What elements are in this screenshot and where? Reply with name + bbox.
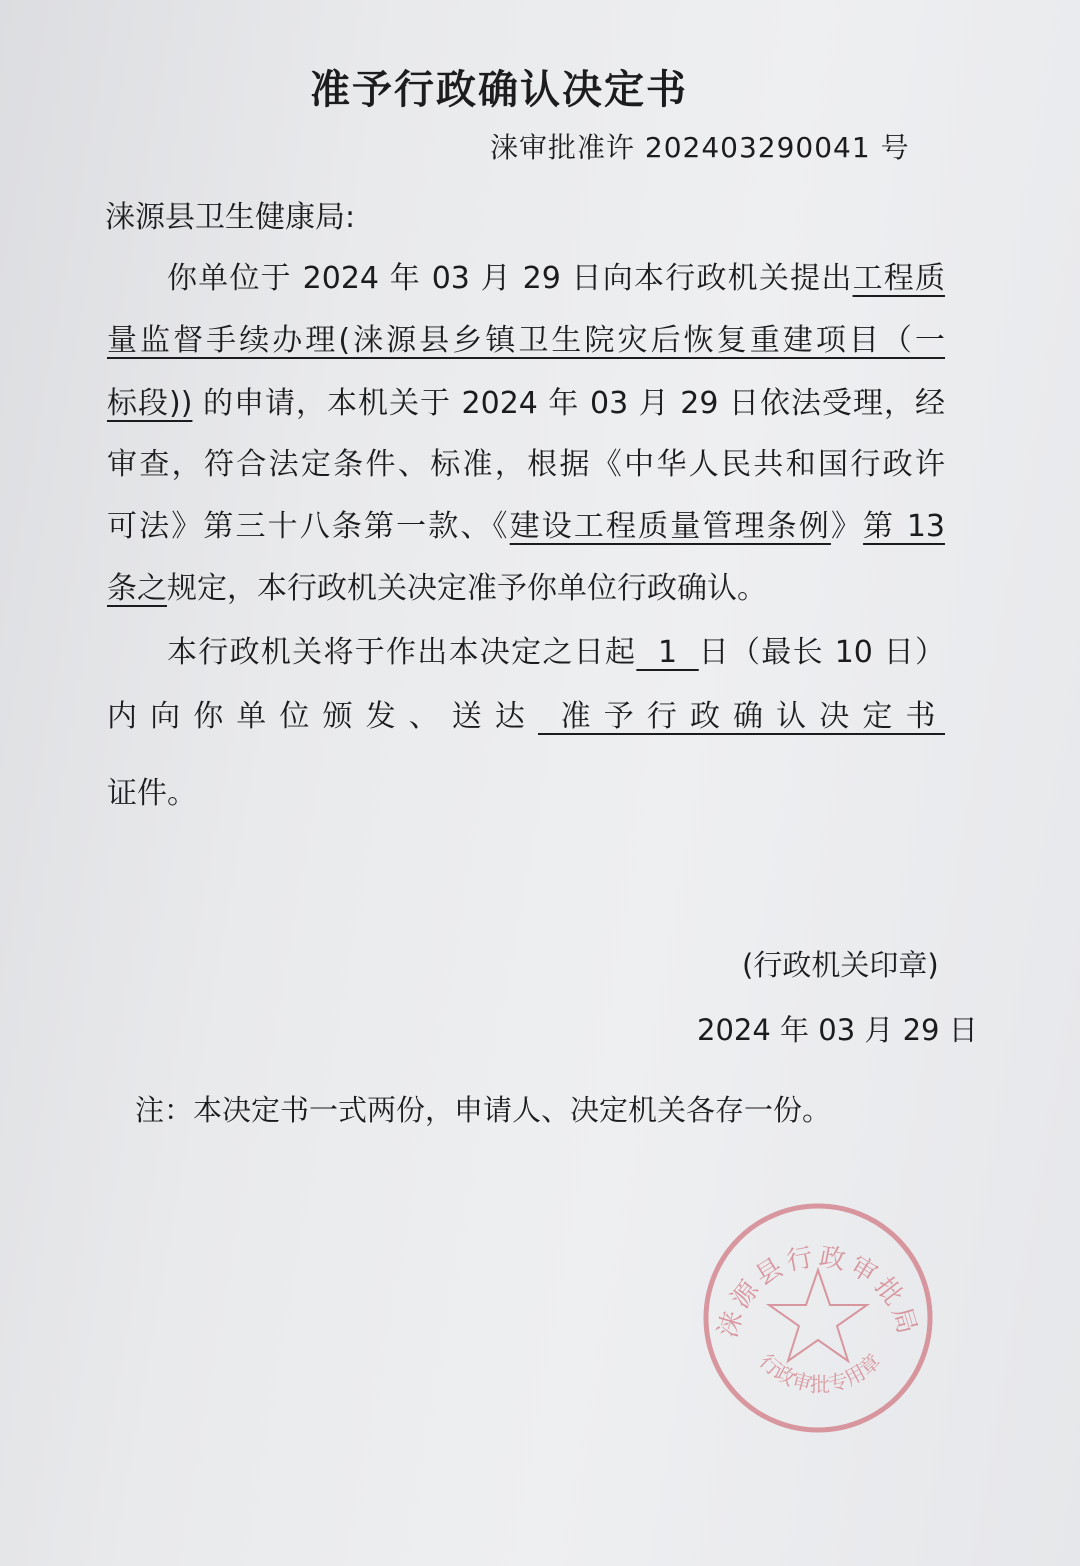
seal-top-text: 涞源县行政审批局	[713, 1242, 923, 1342]
body-line	[107, 258, 945, 300]
signature-date: 2024 年 03 月 29 日	[697, 1013, 978, 1047]
body-text: 本行政机关将于作出本决定之日起	[167, 635, 637, 670]
body-line	[107, 506, 945, 548]
body-text: 你单位于 2024 年 03 月 29 日向本行政机关提出	[167, 261, 853, 296]
seal-label: (行政机关印章)	[742, 948, 939, 982]
underlined-text: 准 予 行 政 确 认 决 定 书	[538, 699, 945, 734]
document-number: 涞审批准许 202403290041 号	[490, 131, 910, 164]
body-text: 审查，符合法定条件、标准，根据《中华人民共和国行政许	[107, 447, 945, 482]
svg-text:涞源县行政审批局	[713, 1242, 923, 1341]
body-text: 可法》第三十八条第一款、《	[107, 509, 510, 544]
body-line	[107, 696, 945, 738]
svg-text:行政审批专用章	[755, 1349, 886, 1396]
underlined-text: 条之	[107, 571, 167, 606]
body-line	[107, 632, 945, 674]
underlined-text: 1	[636, 635, 699, 670]
body-line	[107, 444, 945, 486]
body-line	[107, 568, 945, 610]
underlined-text: 第 13	[863, 509, 946, 544]
body-line	[107, 773, 945, 815]
underlined-text: 建设工程质量管理条例	[509, 509, 831, 544]
body-text: 证件。	[107, 776, 197, 811]
underlined-text: 量监督手续办理(涞源县乡镇卫生院灾后恢复重建项目（一	[107, 323, 945, 358]
body-text: 的申请，本机关于 2024 年 03 月 29 日依法受理，经	[192, 386, 945, 421]
underlined-text: 工程质	[852, 261, 946, 296]
body-text: 日（最长 10 日）	[698, 635, 946, 670]
addressee: 涞源县卫生健康局:	[105, 200, 356, 235]
body-text: 》	[830, 509, 864, 544]
body-text: 规定，本行政机关决定准予你单位行政确认。	[167, 571, 767, 606]
body-line	[107, 320, 945, 362]
document-title: 准予行政确认决定书	[310, 67, 688, 113]
official-seal-stamp	[700, 1200, 936, 1436]
underlined-text: 标段))	[107, 386, 193, 421]
seal-bottom-text: 行政审批专用章	[754, 1349, 886, 1397]
seal-star-icon	[769, 1270, 867, 1361]
body-text: 内 向 你 单 位 颁 发 、 送 达	[107, 699, 539, 734]
footnote: 注：本决定书一式两份，申请人、决定机关各存一份。	[135, 1093, 832, 1127]
body-line	[107, 383, 945, 425]
